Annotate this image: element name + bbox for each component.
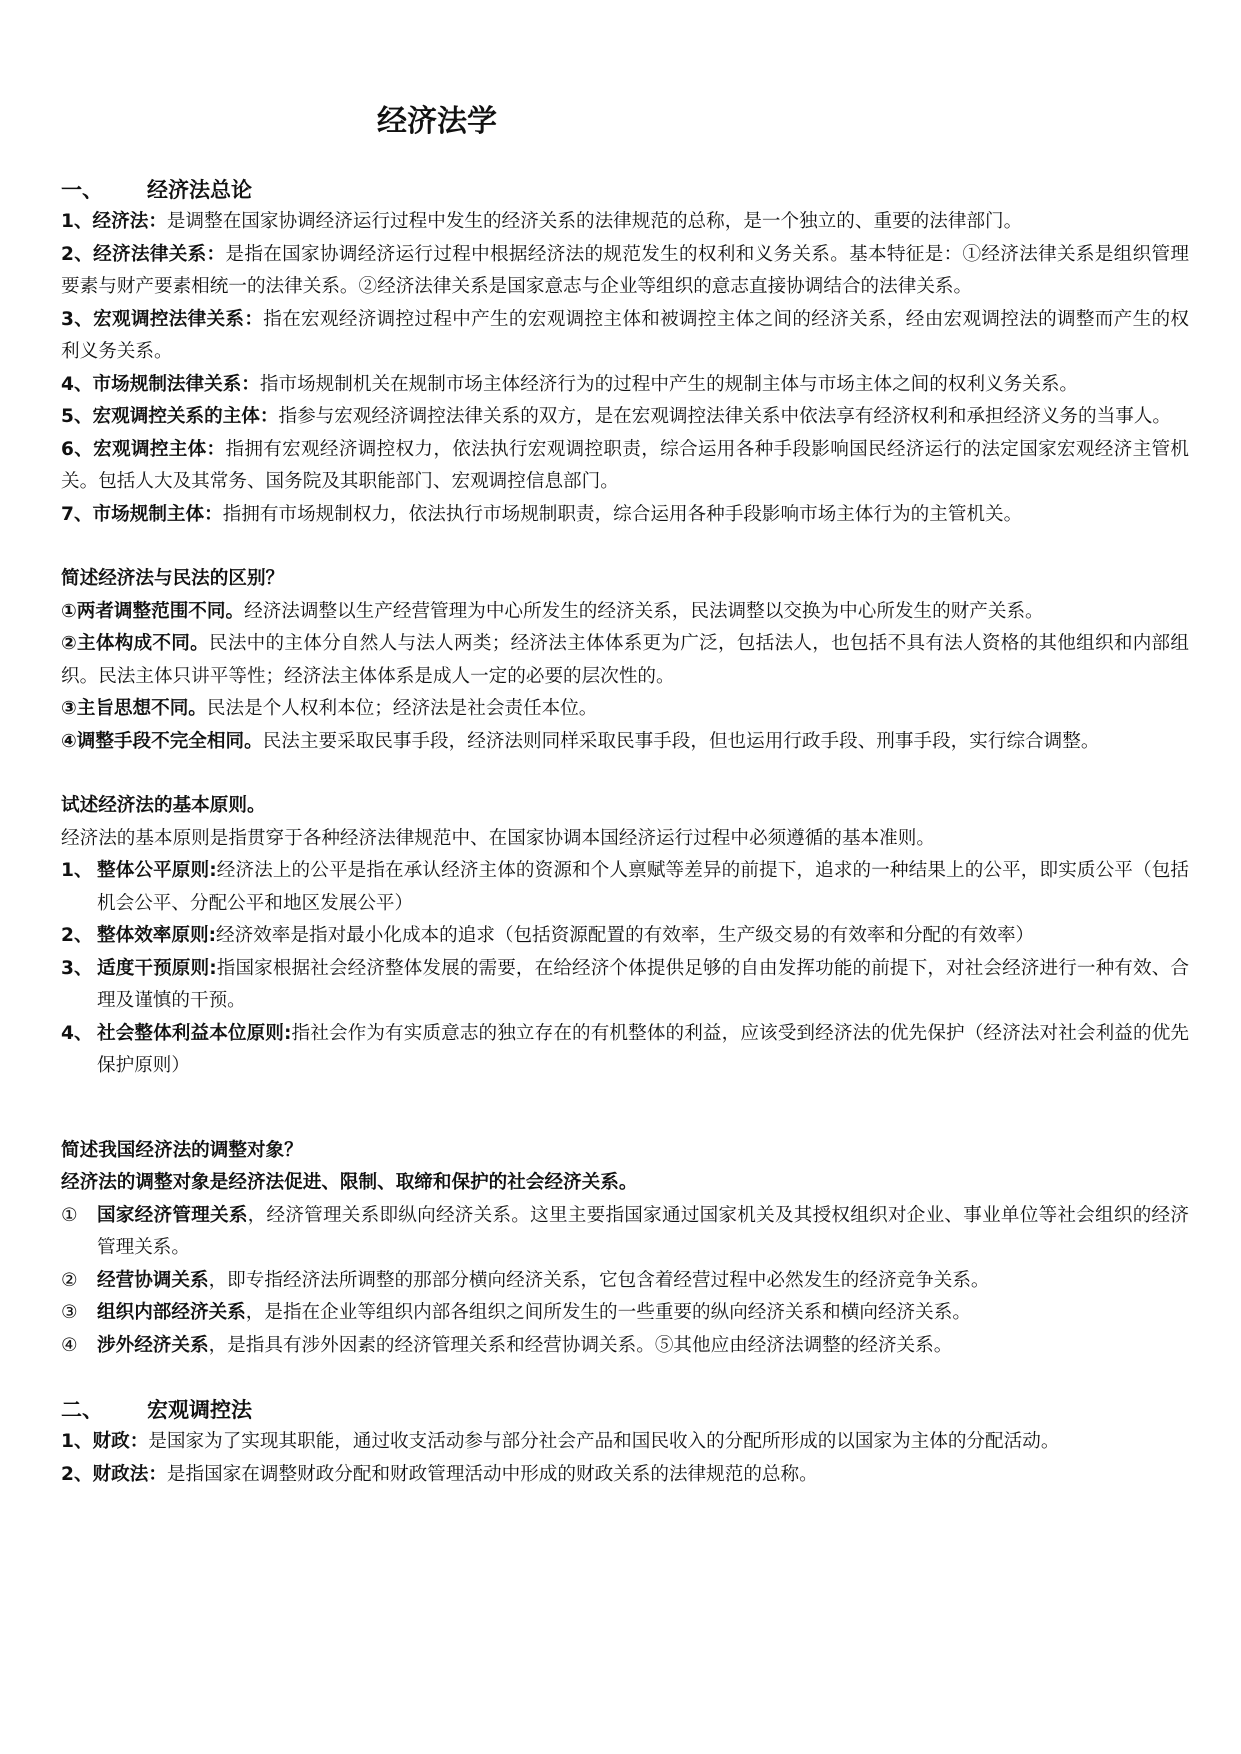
definition-paragraph bbox=[61, 206, 1189, 239]
item-number: ② bbox=[61, 1269, 78, 1291]
definition-term: 1、经济法： bbox=[61, 211, 167, 232]
definition-term: 2、经济法律关系： bbox=[61, 243, 226, 265]
point-term: ①两者调整范围不同。 bbox=[61, 600, 245, 622]
point-text: 经济法调整以生产经营管理为中心所发生的经济关系，民法调整以交换为中心所发生的财产关系。 bbox=[244, 600, 1044, 622]
point-term: ③主旨思想不同。 bbox=[61, 698, 207, 719]
definition-text: 指拥有市场规制权力，依法执行市场规制职责，综合运用各种手段影响市场主体行为的主管机关。 bbox=[222, 503, 1023, 525]
question-heading: 简述经济法与民法的区别？ bbox=[61, 568, 285, 589]
answer-lead: 经济法的调整对象是经济法促进、限制、取缔和保护的社会经济关系。 bbox=[61, 1172, 638, 1193]
definition-text: 是国家为了实现其职能，通过收支活动参与部分社会产品和国民收入的分配所形成的以国家为主体的分配活动。 bbox=[148, 1431, 1060, 1452]
definition-term: 4、市场规制法律关系： bbox=[61, 373, 260, 395]
item-text: 经济法上的公平是指在承认经济主体的资源和个人禀赋等差异的前提下，追求的一种结果上的公平，即实质公平（包括机会公平、分配公平和地区发展公平） bbox=[97, 860, 1189, 914]
item-term: 涉外经济关系 bbox=[97, 1334, 209, 1356]
item-text: 指国家根据社会经济整体发展的需要，在给经济个体提供足够的自由发挥功能的前提下，对社会经济进行一种有效、合理及谨慎的干预。 bbox=[97, 957, 1189, 1011]
point-text: 民法是个人权利本位；经济法是社会责任本位。 bbox=[206, 698, 598, 719]
definition-text: 指市场规制机关在规制市场主体经济行为的过程中产生的规制主体与市场主体之间的权利义务关系。 bbox=[259, 373, 1079, 395]
item-term: 整体效率原则: bbox=[97, 925, 216, 946]
object-item bbox=[61, 1330, 1189, 1363]
item-text: ，即专指经济法所调整的那部分横向经济关系，它包含着经营过程中必然发生的经济竞争关系。 bbox=[208, 1269, 990, 1291]
item-text: 指社会作为有实质意志的独立存在的有机整体的利益，应该受到经济法的优先保护（经济法对社会利益的优先保护原则） bbox=[97, 1022, 1189, 1076]
item-number: ④ bbox=[61, 1334, 78, 1356]
item-text: 经济效率是指对最小化成本的追求（包括资源配置的有效率，生产级交易的有效率和分配的有效率） bbox=[216, 925, 1035, 946]
section-2-number: 二、 bbox=[61, 1398, 103, 1422]
principle-item bbox=[61, 920, 1189, 953]
document-title: 经济法学 bbox=[377, 104, 497, 139]
definition-text: 指拥有宏观经济调控权力，依法执行宏观调控职责，综合运用各种手段影响国民经济运行的法定国家宏观经济主管机关。包括人大及其常务、国务院及其职能部门、宏观调控信息部门。 bbox=[61, 438, 1189, 492]
definition-paragraph bbox=[61, 369, 1189, 402]
item-term: 国家经济管理关系 bbox=[97, 1204, 248, 1226]
item-number: 3、 bbox=[61, 957, 93, 979]
point-term: ④调整手段不完全相同。 bbox=[61, 730, 263, 752]
section-1-title: 经济法总论 bbox=[147, 178, 252, 202]
question-intro: 经济法的基本原则是指贯穿于各种经济法律规范中、在国家协调本国经济运行过程中必须遵循的基本准则。 bbox=[61, 827, 935, 849]
definition-term: 5、宏观调控关系的主体： bbox=[61, 406, 279, 427]
answer-point bbox=[61, 628, 1189, 693]
definition-paragraph bbox=[61, 499, 1189, 532]
definition-paragraph bbox=[61, 304, 1189, 369]
definition-term: 3、宏观调控法律关系： bbox=[61, 308, 264, 330]
document-page bbox=[61, 92, 1189, 1491]
definition-text: 指参与宏观经济调控法律关系的双方，是在宏观调控法律关系中依法享有经济权利和承担经济义务的当事人。 bbox=[278, 406, 1171, 427]
item-number: ① bbox=[61, 1204, 78, 1226]
item-term: 适度干预原则: bbox=[97, 957, 217, 979]
object-item bbox=[61, 1265, 1189, 1298]
answer-point bbox=[61, 726, 1189, 759]
question-heading: 试述经济法的基本原则。 bbox=[61, 795, 266, 816]
item-text: ，经济管理关系即纵向经济关系。这里主要指国家通过国家机关及其授权组织对企业、事业单位等社会组织的经济管理关系。 bbox=[97, 1204, 1189, 1258]
object-item bbox=[61, 1297, 1189, 1330]
principle-item bbox=[61, 855, 1189, 920]
item-number: 4、 bbox=[61, 1022, 93, 1044]
item-term: 社会整体利益本位原则: bbox=[97, 1022, 292, 1044]
definition-paragraph bbox=[61, 1459, 1189, 1492]
item-term: 经营协调关系 bbox=[97, 1269, 209, 1291]
item-number: 1、 bbox=[61, 860, 93, 881]
definition-text: 是指国家在调整财政分配和财政管理活动中形成的财政关系的法律规范的总称。 bbox=[166, 1463, 818, 1485]
definition-term: 2、财政法： bbox=[61, 1463, 167, 1485]
question-heading: 简述我国经济法的调整对象？ bbox=[61, 1139, 303, 1161]
section-1-heading bbox=[61, 174, 1189, 206]
section-1-number: 一、 bbox=[61, 178, 103, 202]
principle-item bbox=[61, 953, 1189, 1018]
definition-paragraph bbox=[61, 1426, 1189, 1459]
answer-point bbox=[61, 693, 1189, 726]
item-number: ③ bbox=[61, 1302, 78, 1323]
point-term: ②主体构成不同。 bbox=[61, 633, 209, 654]
principle-item bbox=[61, 1018, 1189, 1083]
item-text: ，是指在企业等组织内部各组织之间所发生的一些重要的纵向经济关系和横向经济关系。 bbox=[245, 1302, 971, 1323]
item-term: 整体公平原则: bbox=[97, 860, 217, 881]
definition-text: 是指在国家协调经济运行过程中根据经济法的规范发生的权利和义务关系。基本特征是：①经济法律关系是组织管理要素与财产要素相统一的法律关系。②经济法律关系是国家意志与企业等组织的意志直接协调结合的法律关系。 bbox=[61, 243, 1189, 297]
definition-paragraph bbox=[61, 434, 1189, 499]
item-number: 2、 bbox=[61, 925, 93, 946]
section-2-heading bbox=[61, 1394, 1189, 1426]
item-term: 组织内部经济关系 bbox=[97, 1302, 246, 1323]
item-text: ，是指具有涉外因素的经济管理关系和经营协调关系。⑤其他应由经济法调整的经济关系。 bbox=[208, 1334, 953, 1356]
section-2-title: 宏观调控法 bbox=[147, 1398, 252, 1422]
point-text: 民法主要采取民事手段，经济法则同样采取民事手段，但也运用行政手段、刑事手段，实行综合调整。 bbox=[262, 730, 1100, 752]
definition-term: 7、市场规制主体： bbox=[61, 503, 223, 525]
definition-text: 是调整在国家协调经济运行过程中发生的经济关系的法律规范的总称，是一个独立的、重要的法律部门。 bbox=[166, 211, 1023, 232]
definition-paragraph bbox=[61, 401, 1189, 434]
point-text: 民法中的主体分自然人与法人两类；经济法主体体系更为广泛，包括法人，也包括不具有法人资格的其他组织和内部组织。民法主体只讲平等性；经济法主体体系是成人一定的必要的层次性的。 bbox=[61, 633, 1189, 687]
definition-text: 指在宏观经济调控过程中产生的宏观调控主体和被调控主体之间的经济关系，经由宏观调控法的调整而产生的权利义务关系。 bbox=[61, 308, 1189, 362]
definition-term: 6、宏观调控主体： bbox=[61, 438, 226, 460]
definition-paragraph bbox=[61, 239, 1189, 304]
answer-point bbox=[61, 596, 1189, 629]
definition-term: 1、财政： bbox=[61, 1431, 149, 1452]
object-item bbox=[61, 1200, 1189, 1265]
